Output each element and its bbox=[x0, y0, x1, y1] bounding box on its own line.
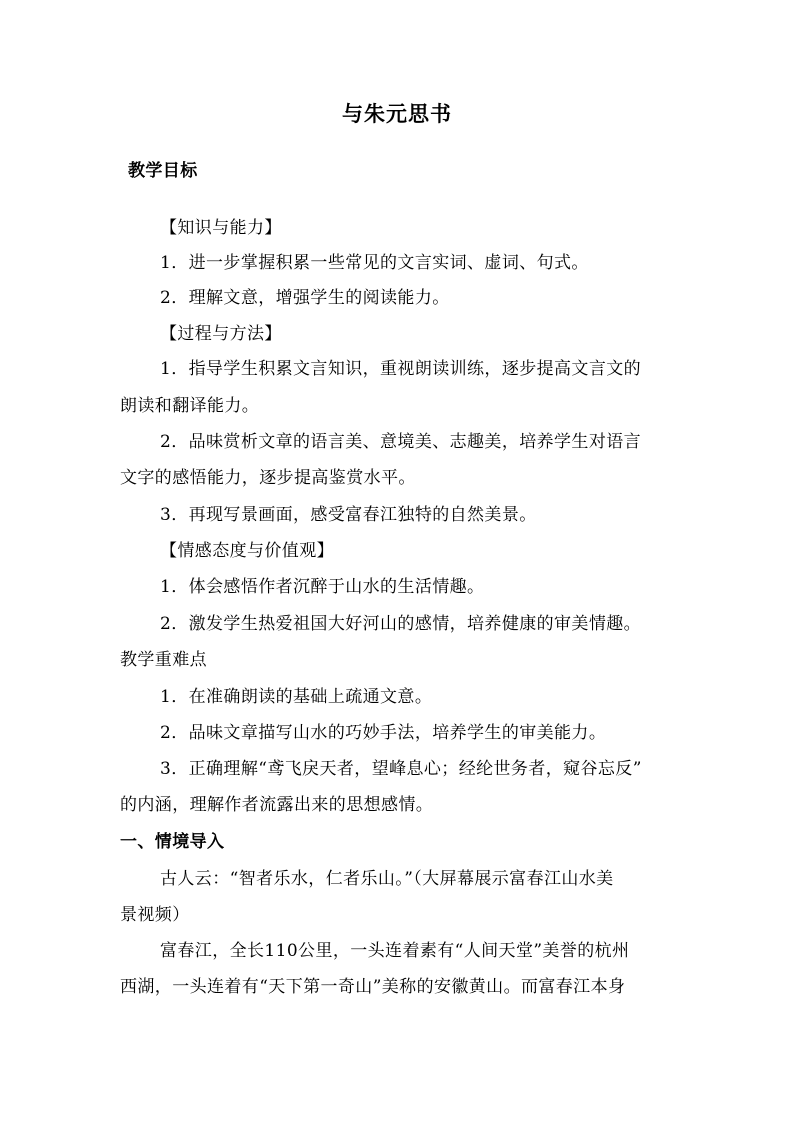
heading-key-difficulties: 教学重难点 bbox=[120, 650, 207, 670]
subheading-process-method: 【过程与方法】 bbox=[160, 324, 282, 344]
paragraph-line: 1．在准确朗读的基础上疏通文意。 bbox=[160, 687, 433, 707]
subheading-emotion-values: 【情感态度与价值观】 bbox=[160, 541, 334, 561]
paragraph-line: 古人云：“智者乐水，仁者乐山。”（大屏幕展示富春江山水美 bbox=[160, 869, 614, 889]
paragraph-line: 2．激发学生热爱祖国大好河山的感情，培养健康的审美情趣。 bbox=[160, 614, 642, 634]
paragraph-line: 2．理解文意，增强学生的阅读能力。 bbox=[160, 288, 450, 308]
paragraph-line: 3．正确理解“鸢飞戾天者，望峰息心；经纶世务者，窥谷忘反” bbox=[160, 759, 642, 779]
document-title: 与朱元思书 bbox=[342, 102, 452, 126]
paragraph-line: 1．进一步掌握积累一些常见的文言实词、虚词、句式。 bbox=[160, 253, 589, 273]
paragraph-line: 3．再现写景画面，感受富春江独特的自然美景。 bbox=[160, 505, 537, 525]
paragraph-line: 的内涵，理解作者流露出来的思想感情。 bbox=[120, 795, 434, 815]
paragraph-line: 1．体会感悟作者沉醉于山水的生活情趣。 bbox=[160, 577, 485, 597]
paragraph-line: 朗读和翻译能力。 bbox=[120, 396, 260, 416]
paragraph-line: 西湖，一头连着有“天下第一奇山”美称的安徽黄山。而富春江本身 bbox=[120, 977, 626, 997]
paragraph-line: 景视频） bbox=[120, 905, 190, 925]
paragraph-line: 2．品味文章描写山水的巧妙手法，培养学生的审美能力。 bbox=[160, 723, 607, 743]
heading-section-1: 一、情境导入 bbox=[120, 832, 225, 852]
paragraph-line: 文字的感悟能力，逐步提高鉴赏水平。 bbox=[120, 468, 416, 488]
paragraph-line: 富春江，全长110公里，一头连着素有“人间天堂”美誉的杭州 bbox=[160, 941, 630, 961]
heading-teaching-goals: 教学目标 bbox=[128, 161, 198, 181]
paragraph-line: 1．指导学生积累文言知识，重视朗读训练，逐步提高文言文的 bbox=[160, 359, 642, 379]
paragraph-line: 2．品味赏析文章的语言美、意境美、志趣美，培养学生对语言 bbox=[160, 432, 642, 452]
subheading-knowledge-ability: 【知识与能力】 bbox=[160, 218, 282, 238]
